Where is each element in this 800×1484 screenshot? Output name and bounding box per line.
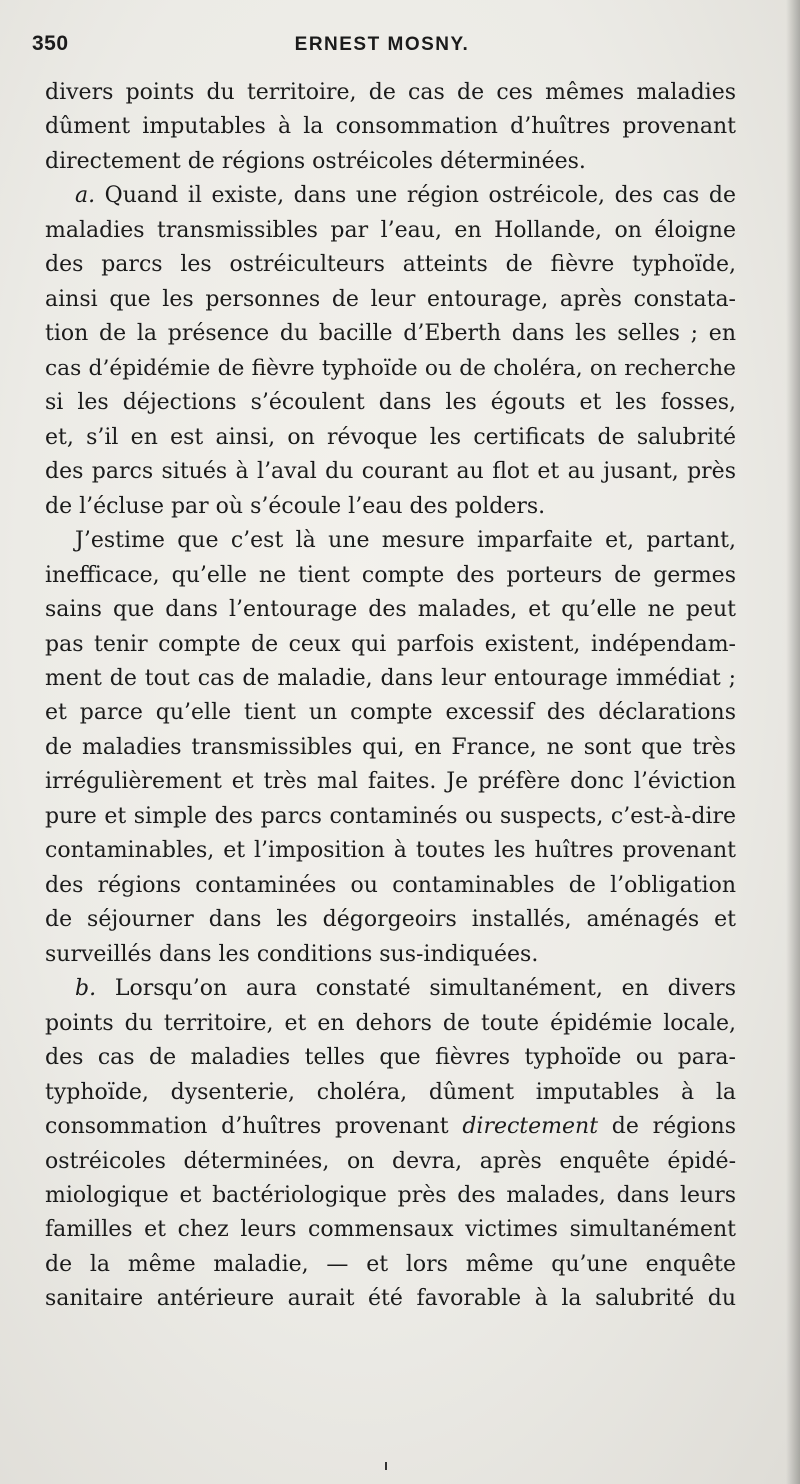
running-head: ERNEST MOSNY.: [294, 34, 470, 55]
text-line: des régions contaminées ou contaminables de l’obligation: [45, 872, 736, 898]
text-line: sains que dans l’entourage des malades, et qu’elle ne peut: [45, 597, 736, 623]
text-line: b. Lorsqu’on aura constaté simultanément, en divers: [75, 976, 736, 1002]
text-line: tion de la présence du bacille d’Eberth dans les selles ; en: [45, 321, 736, 347]
text-line: et parce qu’elle tient un compte excessif des déclarations: [45, 700, 736, 726]
text-line: J’estime que c’est là une mesure imparfaite et, partant,: [75, 528, 736, 554]
text-line: des parcs les ostréiculteurs atteints de fièvre typhoïde,: [45, 252, 736, 278]
text-line: typhoïde, dysenterie, choléra, dûment imputables à la: [45, 1079, 736, 1105]
text-line: inefficace, qu’elle ne tient compte des porteurs de germes: [45, 562, 736, 588]
text-line: ment de tout cas de maladie, dans leur entourage immédiat ;: [45, 665, 736, 691]
text-line: irrégulièrement et très mal faites. Je préfère donc l’éviction: [45, 769, 736, 795]
text-line: familles et chez leurs commensaux victimes simultanément: [45, 1217, 736, 1243]
paragraph-marker: b.: [75, 976, 97, 1002]
text-line: pas tenir compte de ceux qui parfois existent, indépendam-: [45, 631, 736, 657]
emphasized-word: directement: [462, 1114, 599, 1140]
text-line: des parcs situés à l’aval du courant au flot et au jusant, près: [45, 459, 736, 485]
text-line: si les déjections s’écoulent dans les égouts et les fosses,: [45, 390, 736, 416]
text-line: a. Quand il existe, dans une région ostréicole, des cas de: [75, 183, 736, 209]
page-edge-shadow: [786, 0, 800, 1484]
text-line: cas d’épidémie de fièvre typhoïde ou de choléra, on recherche: [45, 355, 736, 381]
text-line: sanitaire antérieure aurait été favorable à la salubrité du: [45, 1286, 736, 1312]
text-line-with-emphasis: [45, 1110, 736, 1144]
body-text: [45, 76, 736, 1317]
ink-speck: [385, 1462, 387, 1470]
text-line: des cas de maladies telles que fièvres typhoïde ou para-: [45, 1045, 736, 1071]
text-line: dûment imputables à la consommation d’huîtres provenant: [45, 114, 736, 140]
text-line: de maladies transmissibles qui, en France, ne sont que très: [45, 734, 736, 760]
text-line: directement de régions ostréicoles déterminées.: [45, 148, 586, 174]
text-line: miologique et bactériologique près des malades, dans leurs: [45, 1183, 736, 1208]
paragraph-marker: a.: [75, 183, 96, 209]
text-line: ainsi que les personnes de leur entourage, après constata-: [45, 286, 736, 312]
text-segment: de régions: [598, 1114, 736, 1140]
text-segment: consommation d’huîtres provenant: [45, 1114, 463, 1140]
text-line: de séjourner dans les dégorgeoirs installés, aménagés et: [45, 907, 736, 933]
text-line: de la même maladie, — et lors même qu’une enquête: [45, 1251, 736, 1277]
page-header: [32, 32, 732, 60]
text-line: surveillés dans les conditions sus-indiquées.: [45, 941, 539, 967]
text-line: pure et simple des parcs contaminés ou suspects, c’est-à-dire: [45, 803, 736, 829]
text-line: contaminables, et l’imposition à toutes les huîtres provenant: [45, 838, 736, 864]
text-line: points du territoire, et en dehors de toute épidémie locale,: [45, 1010, 736, 1036]
text-line: de l’écluse par où s’écoule l’eau des polders.: [45, 493, 546, 519]
text-line: ostréicoles déterminées, on devra, après enquête épidé-: [45, 1148, 736, 1174]
text-line: maladies transmissibles par l’eau, en Hollande, on éloigne: [45, 217, 736, 243]
text-line: et, s’il en est ainsi, on révoque les certificats de salubrité: [45, 424, 736, 450]
text-line: divers points du territoire, de cas de ces mêmes maladies: [45, 80, 736, 105]
page-number: 350: [32, 32, 69, 55]
